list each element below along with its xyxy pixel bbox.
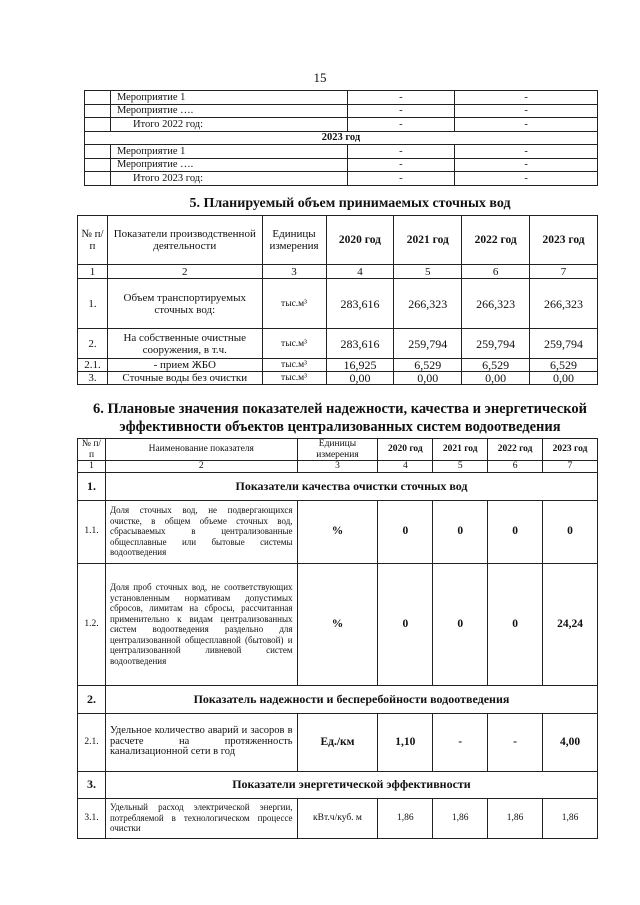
column-header: Единицы измерения — [262, 216, 326, 265]
year-heading: 2023 год — [85, 131, 598, 145]
measure-value: - — [347, 172, 455, 186]
table-row: 2. На собственные очистные сооружения, в т.ч. тыс.м³ 283,616 259,794 259,794 259,794 — [78, 329, 598, 359]
table-row — [85, 172, 598, 186]
column-number: 5 — [394, 265, 462, 279]
measure-name: Мероприятие 1 — [110, 91, 347, 105]
measure-value: - — [455, 91, 598, 105]
column-header: 2021 год — [433, 439, 488, 461]
table-row: 1.2. Доля проб сточных вод, не соответствующих установленным нормативам допустимых сбросов, лимитам на сбросы, рассчитанная применительно к видам централизованных систем водоотведения раздельно для централизованной общесплавной (бытовой) и централизованной ливневой систем водоотведения % 0 0 0 24,24 — [78, 563, 598, 685]
measure-total: Итого 2022 год: — [110, 118, 347, 132]
column-header: 2020 год — [326, 216, 394, 265]
measure-value: - — [347, 118, 455, 132]
measure-value: - — [455, 145, 598, 159]
column-header: 2021 год — [394, 216, 462, 265]
measure-total: Итого 2023 год: — [110, 172, 347, 186]
column-number: 3 — [297, 461, 378, 473]
section5-title: 5. Планируемый объем принимаемых сточных вод — [189, 196, 511, 211]
indicators-table — [77, 438, 598, 839]
table-row: 2.1. - прием ЖБО тыс.м³ 16,925 6,529 6,529 6,529 — [78, 359, 598, 372]
wastewater-volume-table — [77, 215, 598, 385]
measure-value: - — [455, 172, 598, 186]
table-row — [85, 158, 598, 172]
table-row — [85, 118, 598, 132]
column-number: 6 — [488, 461, 543, 473]
column-number: 6 — [462, 265, 530, 279]
column-number: 1 — [78, 265, 108, 279]
measure-name: Мероприятие …. — [110, 104, 347, 118]
column-header: 2020 год — [378, 439, 433, 461]
table-row — [85, 104, 598, 118]
section-heading: Показатель надежности и бесперебойности водоотведения — [105, 685, 597, 713]
column-header: 2023 год — [543, 439, 598, 461]
section-heading: Показатели энергетической эффективности — [105, 771, 597, 798]
table-row: 3. Сточные воды без очистки тыс.м³ 0,00 0,00 0,00 0,00 — [78, 372, 598, 385]
measure-name: Мероприятие 1 — [110, 145, 347, 159]
column-header: Наименование показателя — [105, 439, 297, 461]
table-row: 3.1. Удельный расход электрической энергии, потребляемой в технологическом процессе очистки кВт.ч/куб. м 1,86 1,86 1,86 1,86 — [78, 798, 598, 838]
column-number: 4 — [378, 461, 433, 473]
column-header: № п/п — [78, 216, 108, 265]
column-header: 2022 год — [462, 216, 530, 265]
column-header: 2022 год — [488, 439, 543, 461]
measure-value: - — [347, 145, 455, 159]
column-header: № п/п — [78, 439, 106, 461]
column-number-row — [78, 265, 598, 279]
page-number: 15 — [313, 70, 327, 85]
section-row: 3. Показатели энергетической эффективности — [78, 771, 598, 798]
table-header-row — [78, 216, 598, 265]
table-row — [85, 145, 598, 159]
section-row: 2. Показатель надежности и бесперебойности водоотведения — [78, 685, 598, 713]
column-header: 2023 год — [530, 216, 598, 265]
column-number: 5 — [433, 461, 488, 473]
column-header: Показатели производственной деятельности — [107, 216, 262, 265]
section-row: 1. Показатели качества очистки сточных вод — [78, 472, 598, 500]
section-heading: Показатели качества очистки сточных вод — [105, 472, 597, 500]
column-header: Единицы измерения — [297, 439, 378, 461]
year-row — [85, 131, 598, 145]
column-number: 1 — [78, 461, 106, 473]
measure-value: - — [455, 104, 598, 118]
column-number: 7 — [543, 461, 598, 473]
column-number: 7 — [530, 265, 598, 279]
measure-name: Мероприятие …. — [110, 158, 347, 172]
table-row: 2.1. Удельное количество аварий и засоров в расчете на протяженность канализационной сети в год Ед./км 1,10 - - 4,00 — [78, 713, 598, 771]
measure-value: - — [455, 118, 598, 132]
measure-value: - — [347, 91, 455, 105]
measure-value: - — [455, 158, 598, 172]
column-number: 2 — [107, 265, 262, 279]
column-number: 3 — [262, 265, 326, 279]
table-header-row — [78, 439, 598, 461]
table-row: 1. Объем транспортируемых сточных вод: тыс.м³ 283,616 266,323 266,323 266,323 — [78, 279, 598, 329]
column-number: 2 — [105, 461, 297, 473]
measure-value: - — [347, 104, 455, 118]
section6-title: 6. Плановые значения показателей надежности, качества и энергетической эффективности объектов централизованных систем водоотведения — [93, 401, 587, 435]
measures-table — [84, 90, 598, 186]
table-row — [85, 91, 598, 105]
table-row: 1.1. Доля сточных вод, не подвергающихся очистке, в общем объеме сточных вод, сбрасываемых в централизованные общесплавные или бытовые системы водоотведения % 0 0 0 0 — [78, 500, 598, 563]
column-number-row — [78, 461, 598, 473]
column-number: 4 — [326, 265, 394, 279]
measure-value: - — [347, 158, 455, 172]
